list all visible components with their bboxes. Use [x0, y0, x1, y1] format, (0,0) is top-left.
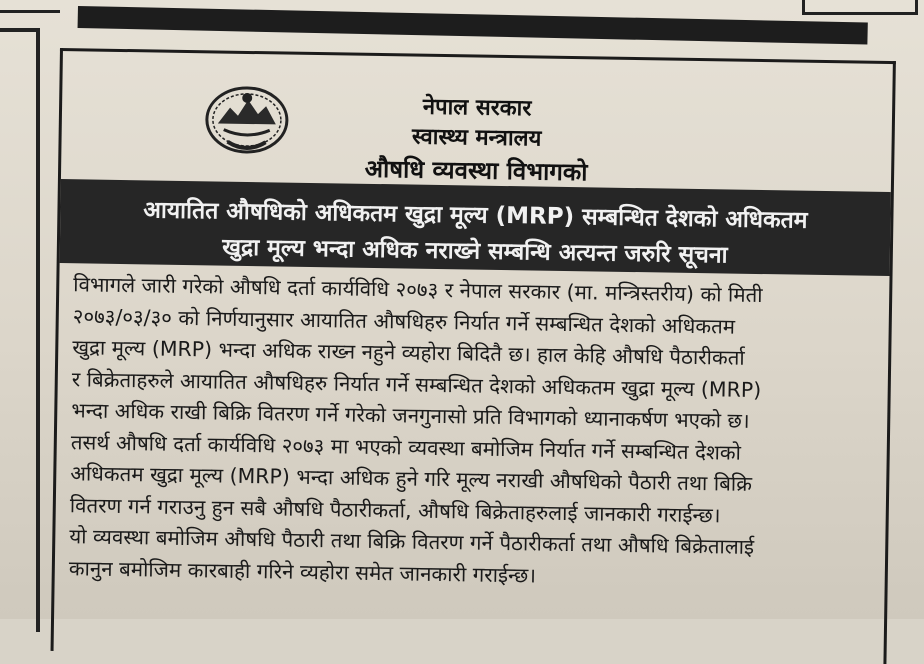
body-line: २०७३/०३/३० को निर्णयानुसार आयातित औषधिहरु निर्यात गर्ने सम्बन्धित देशको अधिकतम: [72, 303, 736, 339]
adjacent-column-fragment-left: [0, 28, 40, 632]
body-line: यो व्यवस्था बमोजिम औषधि पैठारी तथा बिक्रि वितरण गर्ने पैठारीकर्ता तथा औषधि बिक्रेतालाई: [69, 524, 755, 559]
header-department-name: औषधि व्यवस्था विभागको: [364, 154, 588, 187]
body-line: र बिक्रेताहरुले आयातित औषधिहरु निर्यात गर्ने सम्बन्धित देशको अधिकतम खुद्रा मूल्य (MRP): [71, 366, 762, 402]
notice-body: [69, 269, 904, 597]
notice-title-banner: [60, 179, 891, 276]
adjacent-column-fragment-top: [0, 0, 60, 13]
banner-title-line-2: खुद्रा मूल्य भन्दा अधिक नराख्ने सम्बन्धि अत्यन्त जरुरि सूचना: [221, 234, 728, 269]
top-rule-bar: [78, 6, 868, 45]
body-line: विभागले जारी गरेको औषधि दर्ता कार्यविधि २०७३ र नेपाल सरकार (मा. मन्त्रिस्तरीय) को मिती: [73, 272, 763, 308]
government-notice: [51, 48, 896, 664]
adjacent-box-fragment-top-right: [802, 0, 918, 15]
body-line: खुद्रा मूल्य (MRP) भन्दा अधिक राख्न नहुने व्यहोरा बिदितै छ। हाल केहि औषधि पैठारीकर्ता: [72, 335, 745, 370]
body-line: कानुन बमोजिम कारबाही गरिने व्यहोरा समेत जानकारी गराईन्छ।: [68, 555, 537, 588]
body-line: भन्दा अधिक राखी बिक्रि वितरण गर्ने गरेको जनगुनासो प्रति विभागको ध्यानाकर्षण भएको छ।: [71, 398, 750, 433]
body-line: तसर्थ औषधि दर्ता कार्यविधि २०७३ मा भएको व्यवस्था बमोजिम निर्यात गर्ने सम्बन्धित देशको: [70, 429, 742, 465]
body-line: अधिकतम खुद्रा मूल्य (MRP) भन्दा अधिक हुने गरि मूल्य नराखी औषधिको पैठारी तथा बिक्रि: [70, 461, 753, 496]
header-government-name: नेपाल सरकार: [422, 94, 532, 122]
body-line: वितरण गर्न गराउनु हुन सबै औषधि पैठारीकर्ता, औषधि बिक्रेताहरुलाई जानकारी गराईन्छ।: [69, 492, 721, 527]
notice-header: [61, 51, 893, 187]
header-ministry-name: स्वास्थ्य मन्त्रालय: [411, 124, 542, 152]
banner-title-line-1: आयातित औषधिको अधिकतम खुद्रा मूल्य (MRP) सम्बन्धित देशको अधिकतम: [143, 197, 808, 234]
